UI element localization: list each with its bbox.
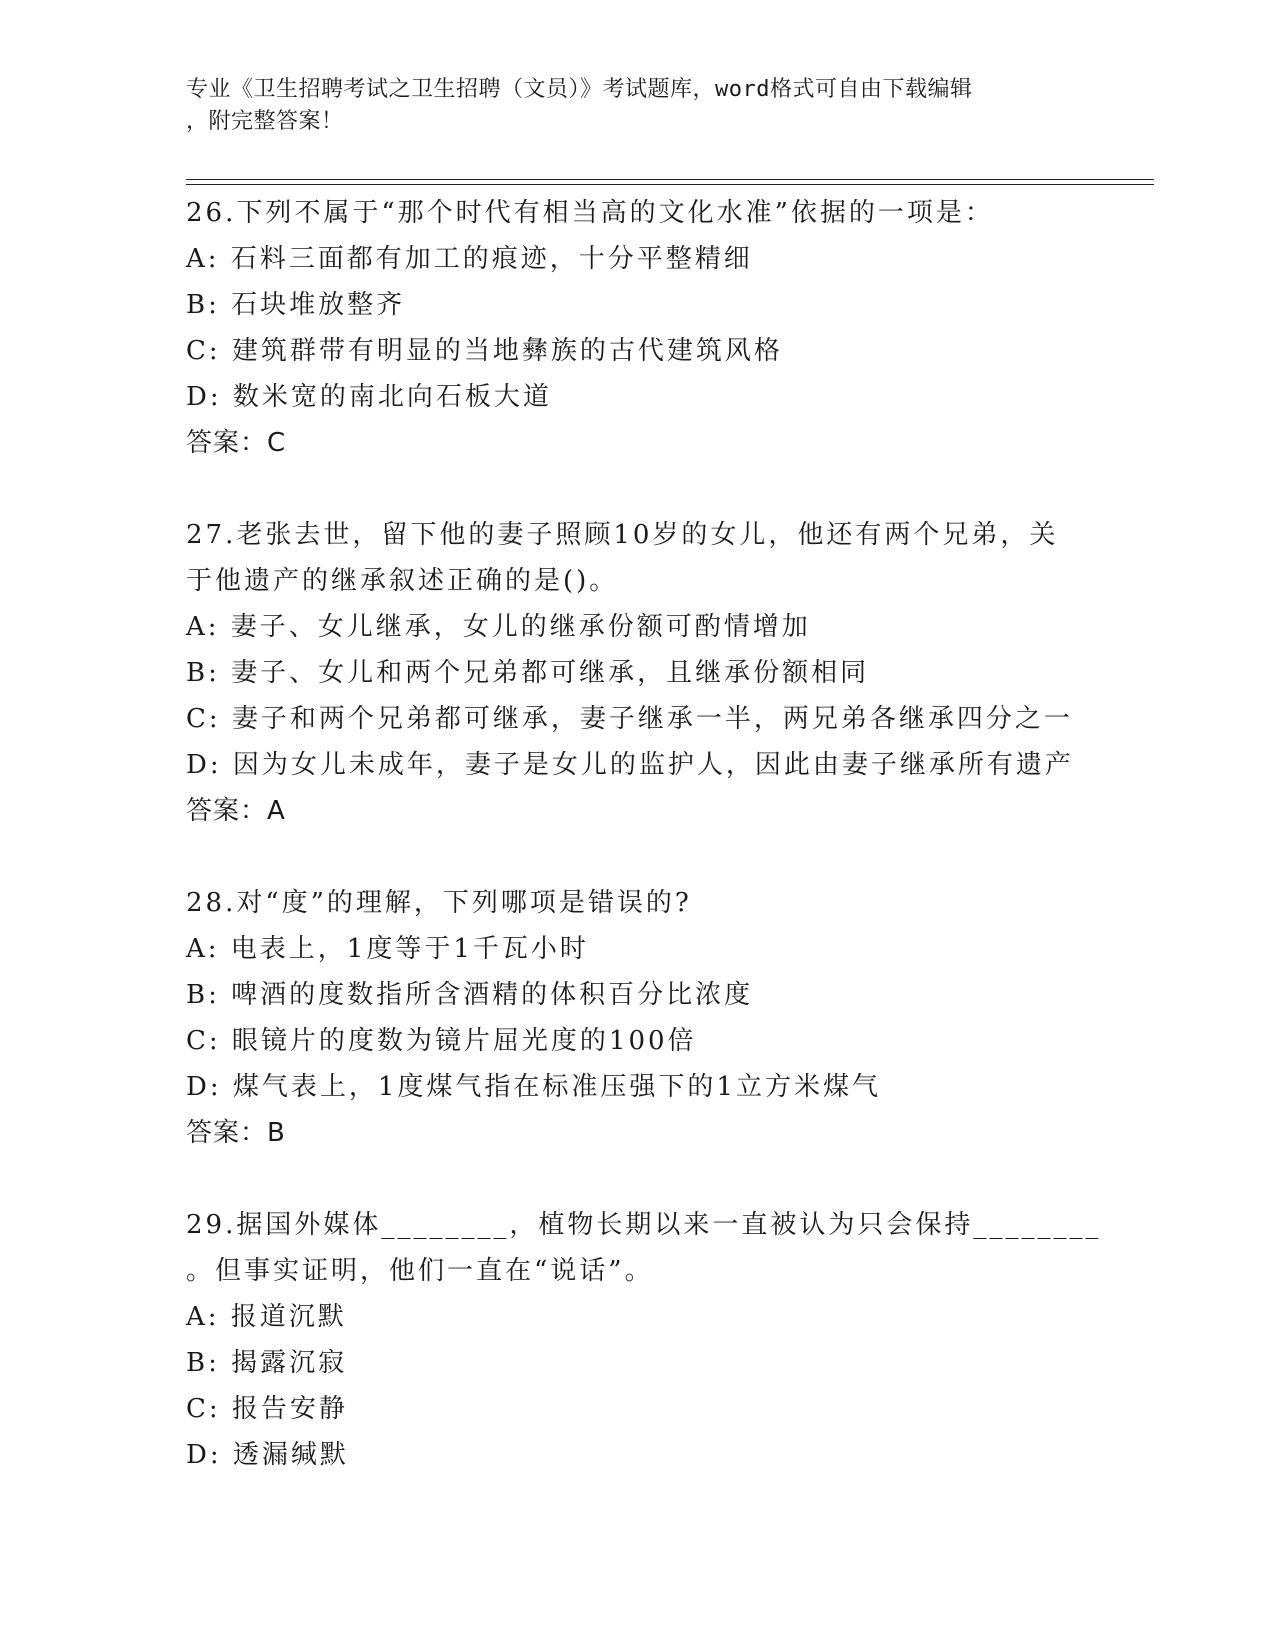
question-28 xyxy=(186,880,1086,1156)
option-d: D: 透漏缄默 xyxy=(186,1440,349,1470)
stem-line: 28.对“度”的理解，下列哪项是错误的? xyxy=(186,888,692,918)
option-c: C: 建筑群带有明显的当地彝族的古代建筑风格 xyxy=(186,336,783,366)
document-header xyxy=(186,74,1066,138)
option-b: B: 啤酒的度数指所含酒精的体积百分比浓度 xyxy=(186,980,754,1010)
option-c: C: 妻子和两个兄弟都可继承，妻子继承一半，两兄弟各继承四分之一 xyxy=(186,704,1073,734)
option-d: D: 数米宽的南北向石板大道 xyxy=(186,382,552,412)
question-stem xyxy=(186,190,1086,236)
header-divider-top xyxy=(186,179,1154,180)
stem-line: 。但事实证明，他们一直在“说话”。 xyxy=(186,1256,654,1286)
option-a: A: 报道沉默 xyxy=(186,1302,347,1332)
option-a: A: 电表上，1度等于1千瓦小时 xyxy=(186,934,589,964)
option-c: C: 报告安静 xyxy=(186,1394,348,1424)
option-a: A: 石料三面都有加工的痕迹，十分平整精细 xyxy=(186,244,753,274)
header-line-2: ，附完整答案！ xyxy=(186,109,344,134)
option-b: B: 石块堆放整齐 xyxy=(186,290,406,320)
option-b: B: 妻子、女儿和两个兄弟都可继承，且继承份额相同 xyxy=(186,658,870,688)
question-26 xyxy=(186,190,1086,466)
answer-line: 答案：A xyxy=(186,796,286,826)
stem-line: 27.老张去世，留下他的妻子照顾10岁的女儿，他还有两个兄弟，关 xyxy=(186,520,1059,550)
question-27 xyxy=(186,512,1086,834)
answer-line: 答案：B xyxy=(186,1118,286,1148)
option-d: D: 因为女儿未成年，妻子是女儿的监护人，因此由妻子继承所有遗产 xyxy=(186,750,1074,780)
question-list xyxy=(186,190,1102,1524)
stem-line: 29.据国外媒体________，植物长期以来一直被认为只会保持________ xyxy=(186,1210,1102,1240)
option-c: C: 眼镜片的度数为镜片屈光度的100倍 xyxy=(186,1026,697,1056)
answer-line: 答案：C xyxy=(186,428,287,458)
option-b: B: 揭露沉寂 xyxy=(186,1348,348,1378)
stem-line: 于他遗产的继承叙述正确的是()。 xyxy=(186,566,619,596)
question-29 xyxy=(186,1202,1102,1478)
option-d: D: 煤气表上，1度煤气指在标准压强下的1立方米煤气 xyxy=(186,1072,881,1102)
question-stem xyxy=(186,512,1086,604)
header-line-1: 专业《卫生招聘考试之卫生招聘（文员）》考试题库，word格式可自由下载编辑 xyxy=(186,77,973,102)
stem-line: 26.下列不属于“那个时代有相当高的文化水准”依据的一项是： xyxy=(186,198,994,228)
question-stem xyxy=(186,1202,1102,1294)
header-divider-bottom xyxy=(186,184,1154,185)
question-stem xyxy=(186,880,1086,926)
option-a: A: 妻子、女儿继承，女儿的继承份额可酌情增加 xyxy=(186,612,811,642)
